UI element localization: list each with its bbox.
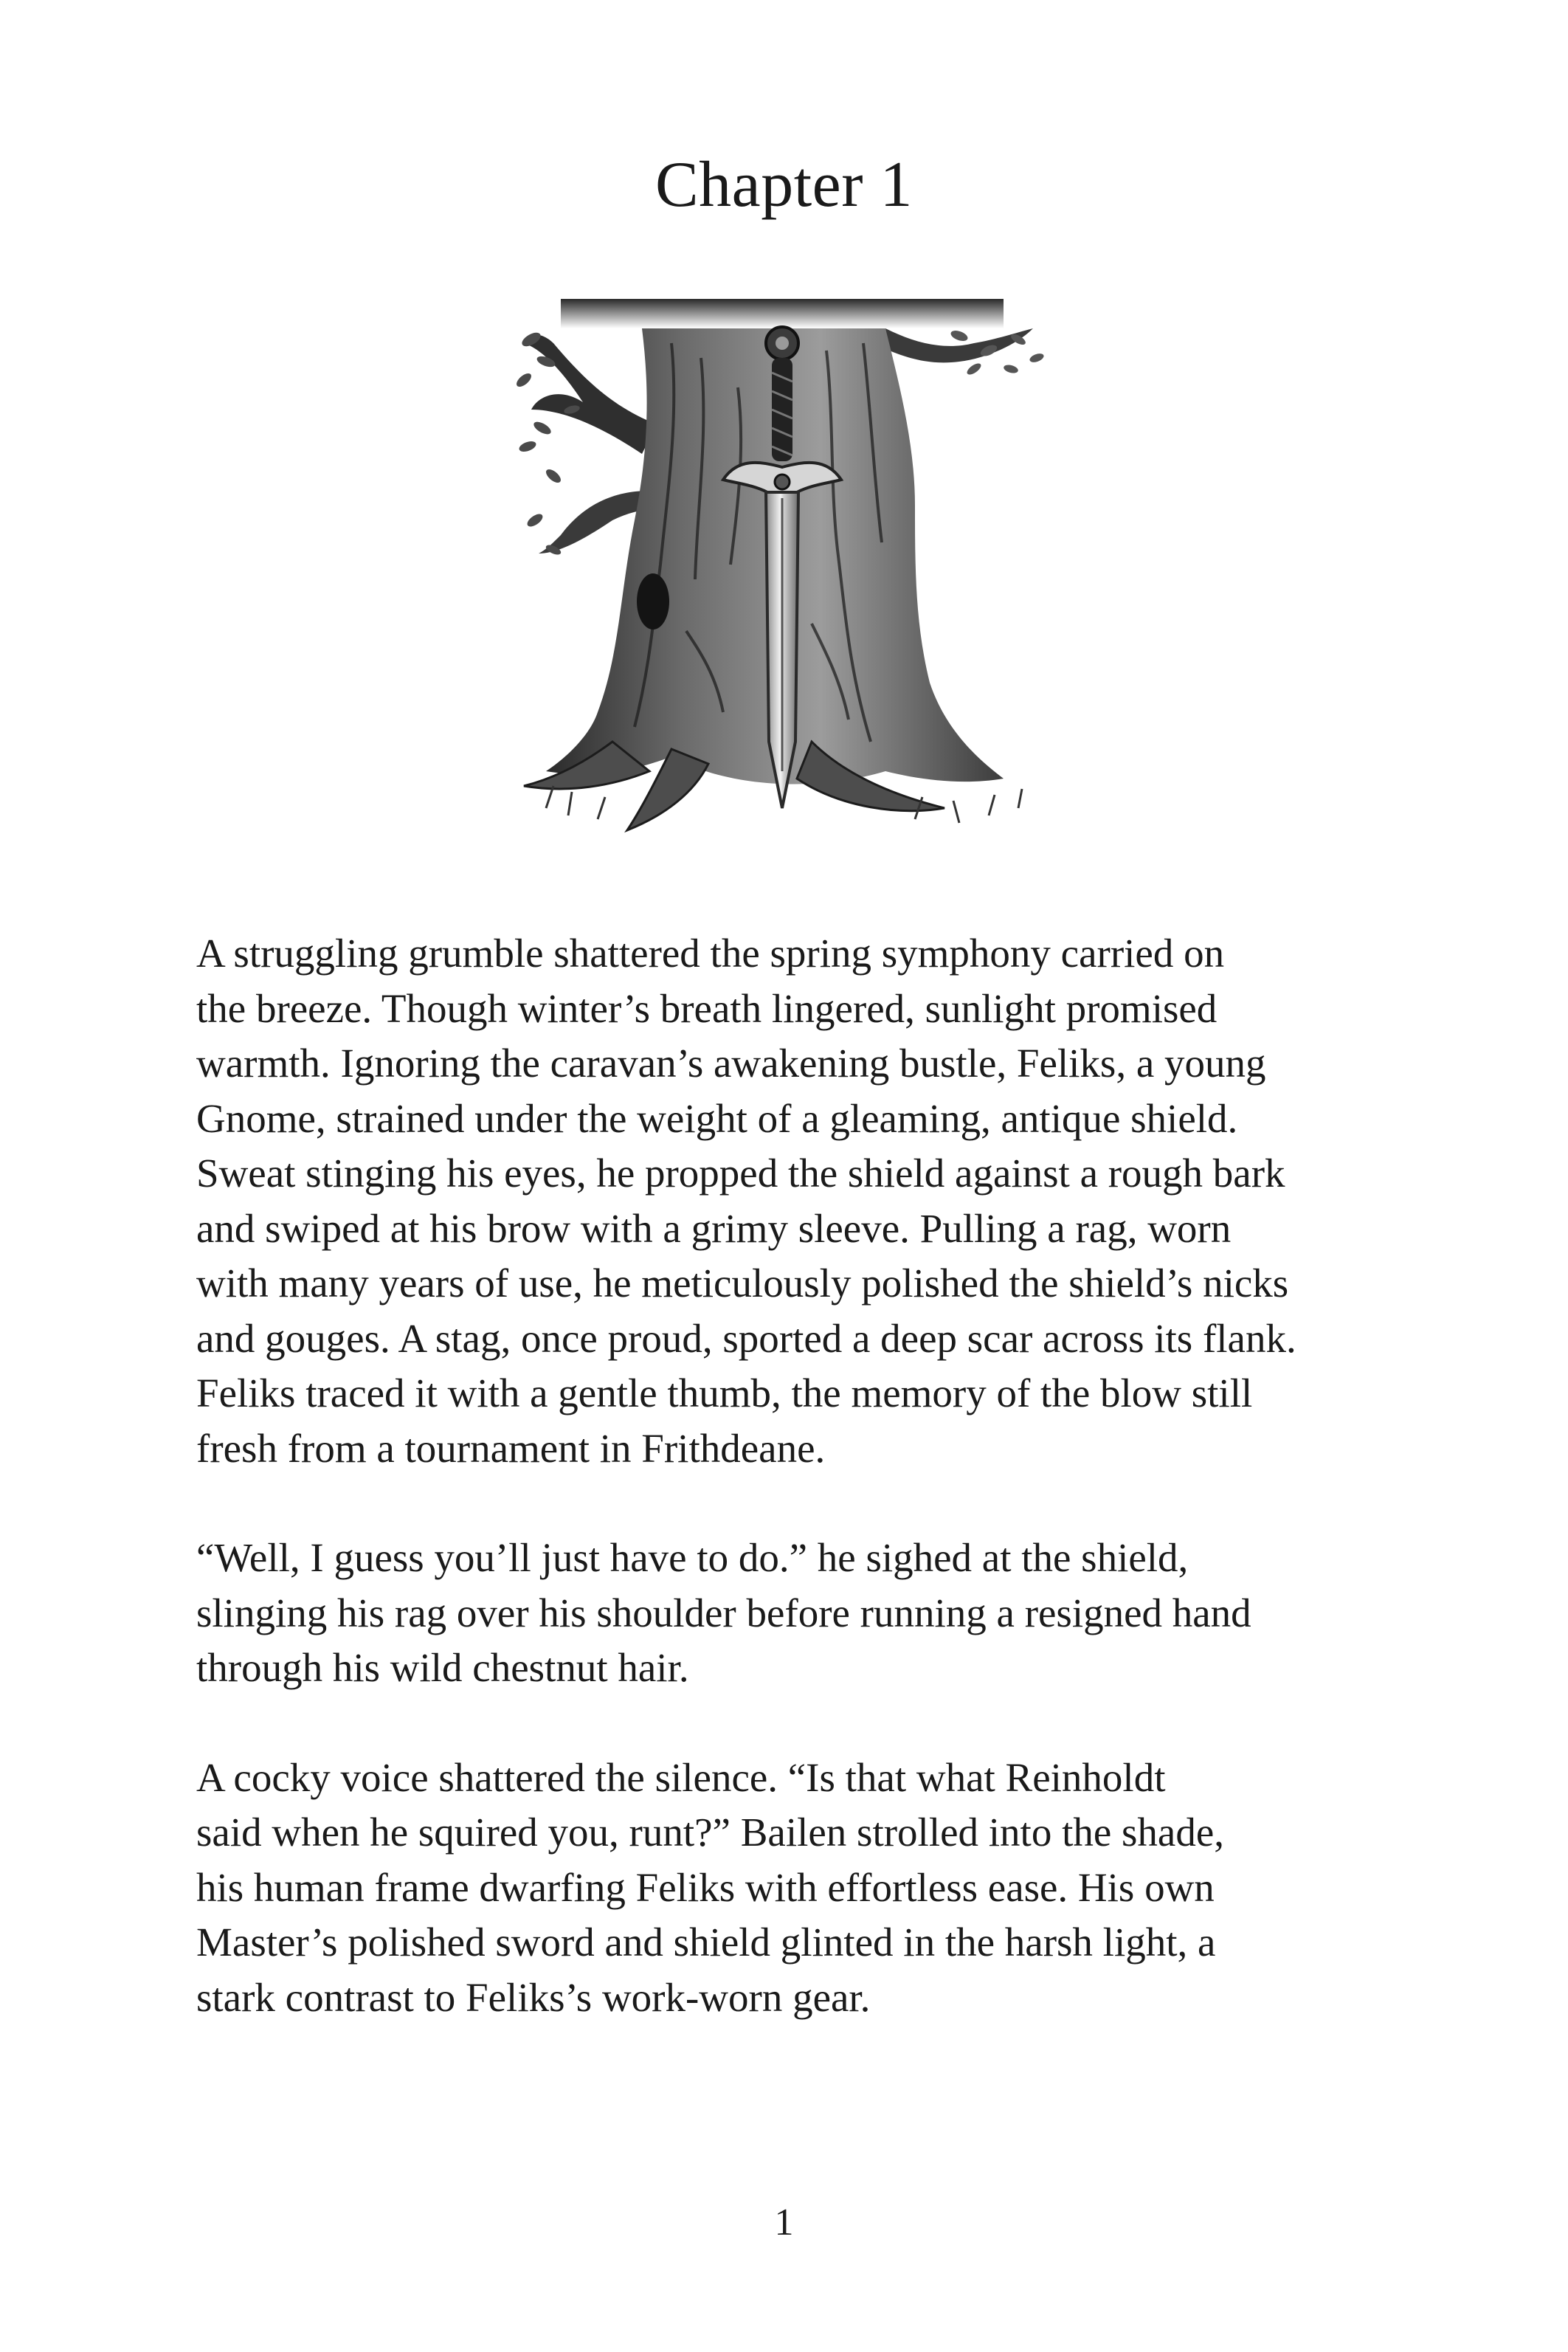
page-number: 1 [774,2201,794,2244]
paragraph-2: “Well, I guess you’ll just have to do.” he sighed at the shield, slinging his rag over his shoulder before running a resigned hand through his wild chestnut hair. [196,1535,1251,1690]
chapter-title: Chapter 1 [655,149,913,221]
chapter-body [196,926,1377,2080]
sword-against-tree-icon [502,299,1063,852]
paragraph-3: A cocky voice shattered the silence. “Is that what Reinholdt said when he squired you, runt?” Bailen strolled into the shade, his human frame dwarfing Feliks with effortless ease. His own Master’s polished sword and shield glinted in the harsh light, a stark contrast to Feliks’s work-worn gear. [196,1754,1224,2020]
paragraph-1: A struggling grumble shattered the spring symphony carried on the breeze. Though winter’s breath lingered, sunlight promised warmth. Ignoring the caravan’s awakening bustle, Feliks, a young Gnome, strained under the weight of a gleaming, antique shield. Sweat stinging his eyes, he propped the shield against a rough bark and swiped at his brow with a grimy sleeve. Pulling a rag, worn with many years of use, he meticulously polished the shield’s nicks and gouges. A stag, once proud, sported a deep scar across its flank. Feliks traced it with a gentle thumb, the memory of the blow still fresh from a tournament in Frithdeane. [196,931,1296,1471]
